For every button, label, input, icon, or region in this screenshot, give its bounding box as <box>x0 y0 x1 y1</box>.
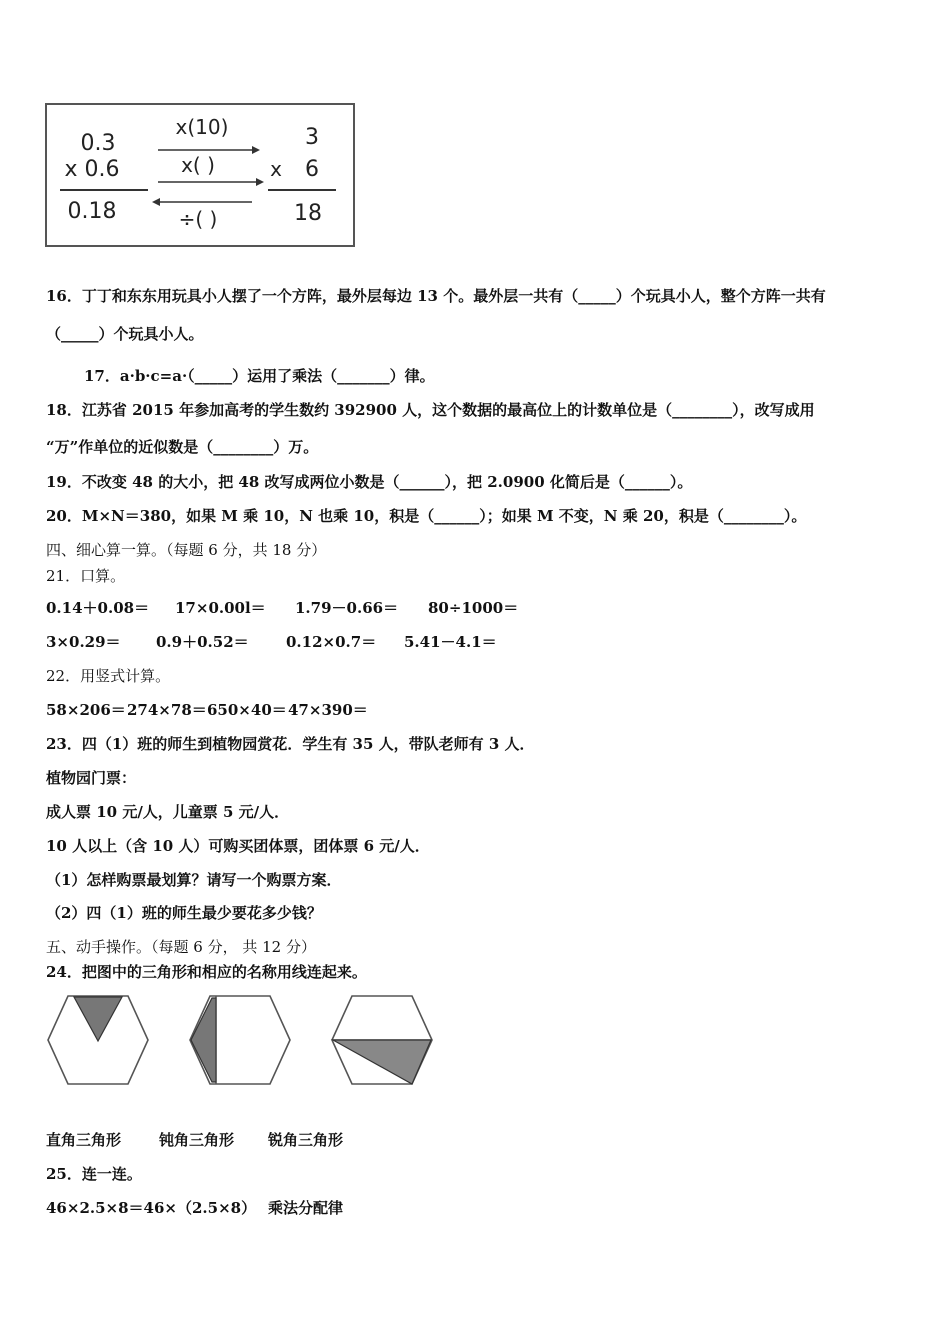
right-factor-2: 6 <box>305 157 319 182</box>
q22-title: 22．用竖式计算。 <box>46 667 171 685</box>
arrow-bottom-head <box>152 198 160 206</box>
left-factor-2: x 0.6 <box>64 157 120 182</box>
q22-item: 47×390＝ <box>288 701 368 719</box>
q21-item: 0.14＋0.08＝ <box>46 599 150 617</box>
q25-law: 乘法分配律 <box>268 1199 344 1217</box>
triangle-label: 钝角三角形 <box>159 1131 235 1149</box>
q21-title: 21．口算。 <box>46 567 126 585</box>
arrow-mid-head <box>256 178 264 186</box>
op-mid-label: x( ) <box>181 153 215 177</box>
q23-line6: （2）四（1）班的师生最少要花多少钱？ <box>46 904 322 922</box>
q20: 20．M×N＝380，如果 M 乘 10，N 也乘 10，积是（______）；如果 M 不变，N 乘 20，积是（________）。 <box>46 507 807 525</box>
left-factor-1: 0.3 <box>80 131 116 156</box>
q21-item: 5.41－4.1＝ <box>404 633 497 651</box>
hexagon-figures <box>40 990 440 1090</box>
q21-item: 80÷1000＝ <box>428 599 519 617</box>
q22-item: 58×206＝ <box>46 701 126 719</box>
left-product: 0.18 <box>67 199 117 224</box>
op-bottom-label: ÷( ) <box>178 207 218 231</box>
q21-item: 0.9＋0.52＝ <box>156 633 249 651</box>
q25-expression: 46×2.5×8＝46×（2.5×8） <box>46 1199 257 1217</box>
op-top-label: x(10) <box>175 115 229 139</box>
q21-item: 0.12×0.7＝ <box>286 633 377 651</box>
q16-line2: （_____）个玩具小人。 <box>46 325 204 343</box>
q18-line2: “万”作单位的近似数是（________）万。 <box>46 438 319 456</box>
right-factor-1: 3 <box>305 125 319 150</box>
q21-item: 1.79－0.66＝ <box>295 599 399 617</box>
triangle-label: 锐角三角形 <box>268 1131 344 1149</box>
arrow-top-head <box>252 146 260 154</box>
q23-line3: 成人票 10 元/人，儿童票 5 元/人． <box>46 803 290 821</box>
q23-line4: 10 人以上（含 10 人）可购买团体票，团体票 6 元/人． <box>46 837 430 855</box>
q22-item: 650×40＝ <box>207 701 287 719</box>
multiplication-diagram <box>40 98 362 254</box>
q25-title: 25．连一连。 <box>46 1165 142 1183</box>
section-4-heading: 四、细心算一算。（每题 6 分，共 18 分） <box>46 541 327 559</box>
q22-item: 274×78＝ <box>127 701 207 719</box>
q16-line1: 16．丁丁和东东用玩具小人摆了一个方阵，最外层每边 13 个。最外层一共有（_____）个玩具小人，整个方阵一共有 <box>46 287 826 305</box>
q21-item: 17×0.00l＝ <box>175 599 266 617</box>
q23-line2: 植物园门票： <box>46 769 137 787</box>
right-times-sign: x <box>270 157 282 181</box>
q23-line1: 23．四（1）班的师生到植物园赏花．学生有 35 人，带队老师有 3 人． <box>46 735 535 753</box>
q23-line5: （1）怎样购票最划算？请写一个购票方案． <box>46 871 342 889</box>
q18-line1: 18．江苏省 2015 年参加高考的学生数约 392900 人，这个数据的最高位上的计数单位是（________），改写成用 <box>46 401 815 419</box>
q24-title: 24．把图中的三角形和相应的名称用线连起来。 <box>46 963 367 981</box>
q17: 17．a·b·c=a·（_____）运用了乘法（_______）律。 <box>84 367 435 385</box>
triangle-label: 直角三角形 <box>46 1131 122 1149</box>
q19: 19．不改变 48 的大小，把 48 改写成两位小数是（______），把 2.0900 化简后是（______）。 <box>46 473 693 491</box>
q21-item: 3×0.29＝ <box>46 633 121 651</box>
section-5-heading: 五、动手操作。（每题 6 分， 共 12 分） <box>46 938 316 956</box>
right-product: 18 <box>294 201 322 226</box>
